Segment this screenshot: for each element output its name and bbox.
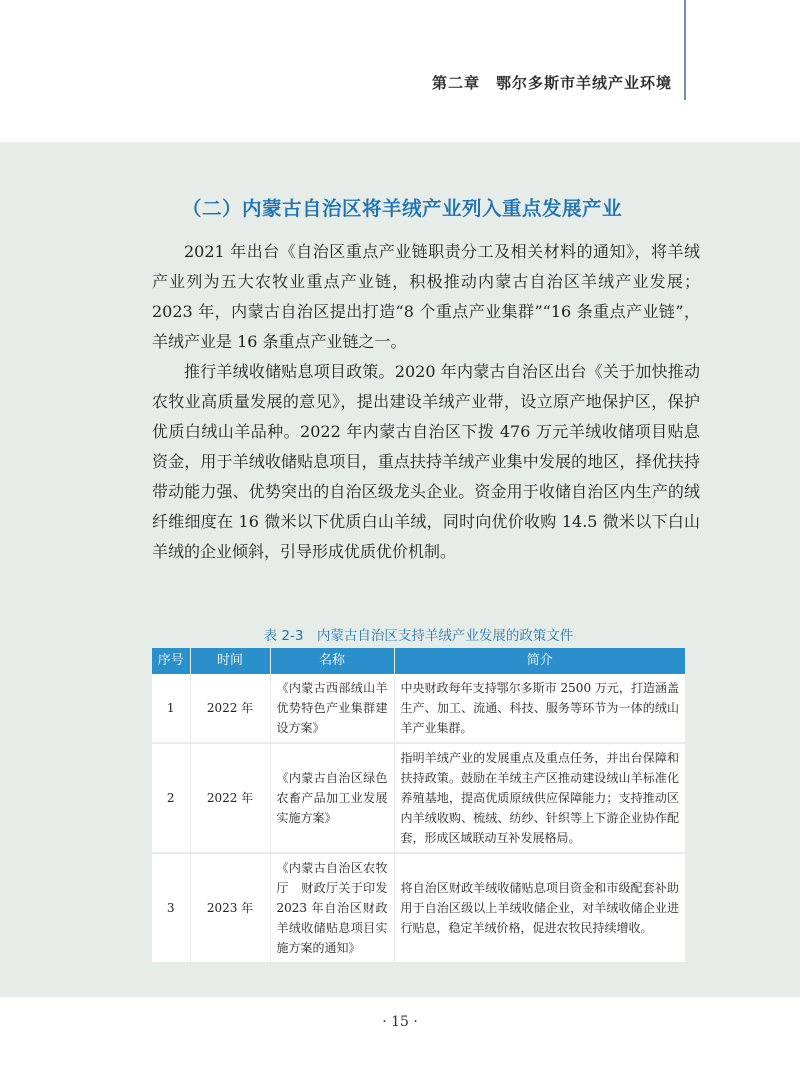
cell-summary: 将自治区财政羊绒收储贴息项目资金和市级配套补助用于自治区级以上羊绒收储企业，对羊绒收储企业进行贴息，稳定羊绒价格，促进农牧民持续增收。 xyxy=(394,853,685,963)
column-header-summary: 简介 xyxy=(394,648,685,674)
cell-name: 《内蒙古自治区绿色农畜产品加工业发展实施方案》 xyxy=(270,743,394,853)
page-number: · 15 · xyxy=(382,1014,418,1030)
column-header-no: 序号 xyxy=(152,648,190,674)
section-title: （二）内蒙古自治区将羊绒产业列入重点发展产业 xyxy=(182,197,623,220)
body-text xyxy=(152,237,700,567)
cell-no: 2 xyxy=(152,743,190,853)
table-header-row xyxy=(152,648,685,674)
paragraph: 推行羊绒收储贴息项目政策。2020 年内蒙古自治区出台《关于加快推动农牧业高质量发展的意见》，提出建设羊绒产业带，设立原产地保护区，保护优质白绒山羊品种。2022 年内蒙古自治区下拨 476 万元羊绒收储项目贴息资金，用于羊绒收储贴息项目，重点扶持羊绒产业集中发展的地区，择优扶持带动能力强、优势突出的自治区级龙头企业。资金用于收储自治区内生产的绒纤维细度在 16 微米以下优质白山羊绒，同时向优价收购 14.5 微米以下白山羊绒的企业倾斜，引导形成优质优价机制。 xyxy=(152,362,700,561)
paragraph: 2021 年出台《自治区重点产业链职责分工及相关材料的通知》，将羊绒产业列为五大农牧业重点产业链，积极推动内蒙古自治区羊绒产业发展；2023 年，内蒙古自治区提出打造“8 个重点产业集群”“16 条重点产业链”，羊绒产业是 16 条重点产业链之一。 xyxy=(152,242,700,351)
cell-year: 2022 年 xyxy=(190,674,270,743)
cell-year: 2022 年 xyxy=(190,743,270,853)
table-row xyxy=(152,853,685,963)
table-row xyxy=(152,674,685,743)
running-head-chapter: 第二章 鄂尔多斯市羊绒产业环境 xyxy=(431,74,672,92)
cell-no: 3 xyxy=(152,853,190,963)
cell-no: 1 xyxy=(152,674,190,743)
cell-name: 《内蒙古自治区农牧厅 财政厅关于印发 2023 年自治区财政羊绒收储贴息项目实施方案的通知》 xyxy=(270,853,394,963)
policy-table xyxy=(152,648,685,964)
cell-summary: 中央财政每年支持鄂尔多斯市 2500 万元，打造涵盖生产、加工、流通、科技、服务等环节为一体的绒山羊产业集群。 xyxy=(394,674,685,743)
column-header-name: 名称 xyxy=(270,648,394,674)
cell-name: 《内蒙古西部绒山羊优势特色产业集群建设方案》 xyxy=(270,674,394,743)
column-header-time: 时间 xyxy=(190,648,270,674)
cell-summary: 指明羊绒产业的发展重点及重点任务，并出台保障和扶持政策。鼓励在羊绒主产区推动建设绒山羊标准化养殖基地，提高优质原绒供应保障能力；支持推动区内羊绒收购、梳绒、纺纱、针织等上下游企业协作配套，形成区域联动互补发展格局。 xyxy=(394,743,685,853)
table-row xyxy=(152,743,685,853)
header-divider xyxy=(684,0,686,100)
table-caption: 表 2-3 内蒙古自治区支持羊绒产业发展的政策文件 xyxy=(263,628,574,644)
cell-year: 2023 年 xyxy=(190,853,270,963)
